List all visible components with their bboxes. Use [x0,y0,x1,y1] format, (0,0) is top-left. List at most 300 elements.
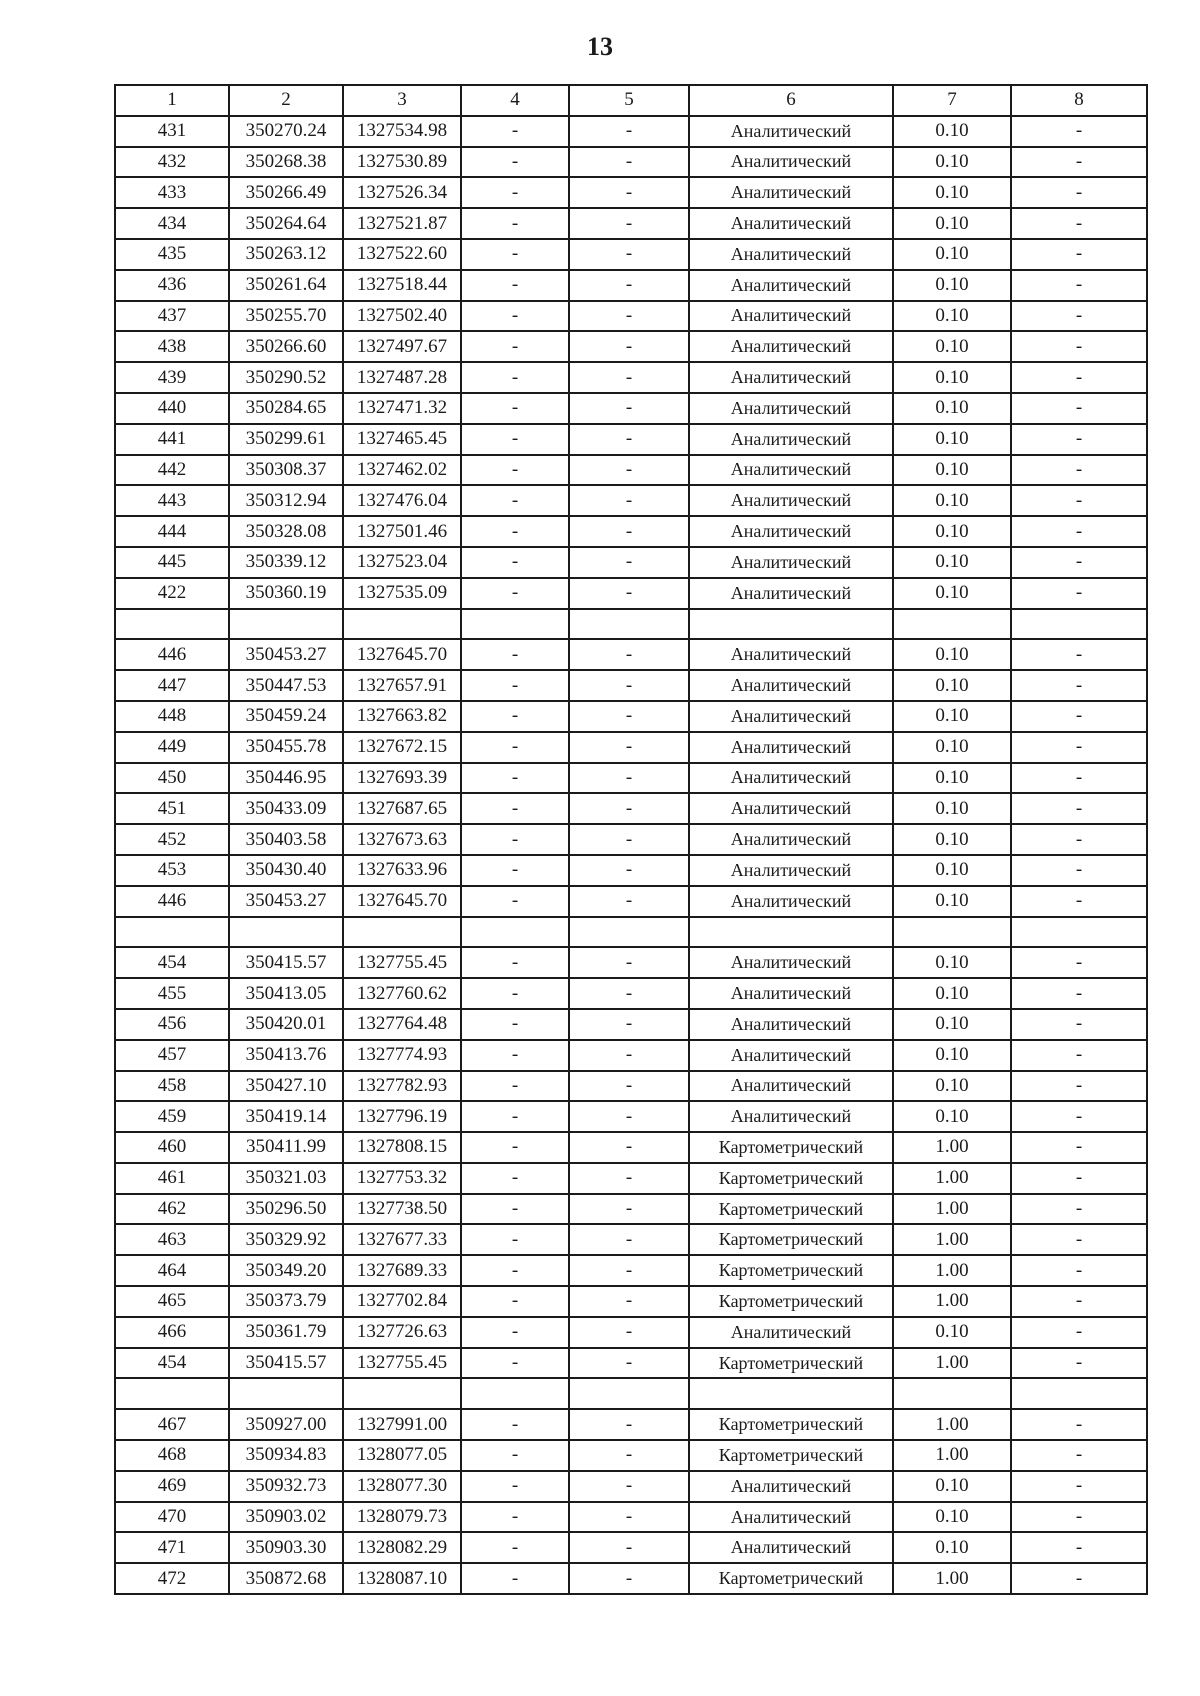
table-cell-col-4: - [461,1255,569,1286]
table-cell-col-2: 350934.83 [229,1440,343,1471]
coordinates-table [114,84,1148,1595]
table-cell-col-1: 472 [115,1563,229,1594]
table-cell-col-2: 350349.20 [229,1255,343,1286]
table-cell-col-8: - [1011,1224,1147,1255]
table-cell-col-5 [569,609,689,640]
table-cell-col-3: 1327677.33 [343,1224,461,1255]
column-header-2: 2 [229,85,343,116]
table-cell-col-6: Аналитический [689,793,893,824]
table-cell-col-5: - [569,116,689,147]
table-cell-col-1: 462 [115,1194,229,1225]
table-row [115,547,1147,578]
table-cell-col-5: - [569,1255,689,1286]
table-cell-col-1: 437 [115,301,229,332]
table-row [115,1224,1147,1255]
table-cell-col-1: 455 [115,978,229,1009]
table-cell-col-4: - [461,1040,569,1071]
table-cell-col-3: 1327522.60 [343,239,461,270]
table-cell-col-2: 350420.01 [229,1009,343,1040]
table-row [115,177,1147,208]
table-cell-col-8: - [1011,485,1147,516]
table-cell-col-4: - [461,1563,569,1594]
table-cell-col-5: - [569,455,689,486]
table-cell-col-3: 1327738.50 [343,1194,461,1225]
table-cell-col-6: Аналитический [689,732,893,763]
table-cell-col-5: - [569,547,689,578]
table-cell-col-8: - [1011,670,1147,701]
table-cell-col-3: 1328077.30 [343,1471,461,1502]
table-cell-col-1: 456 [115,1009,229,1040]
table-cell-col-1: 431 [115,116,229,147]
table-cell-col-6: Аналитический [689,1040,893,1071]
column-header-3: 3 [343,85,461,116]
table-cell-col-4: - [461,793,569,824]
table-cell-col-4: - [461,1163,569,1194]
table-cell-col-6: Аналитический [689,855,893,886]
table-cell-col-1: 434 [115,208,229,239]
table-row [115,1163,1147,1194]
table-cell-col-7: 0.10 [893,455,1011,486]
table-cell-col-2: 350430.40 [229,855,343,886]
table-cell-col-4: - [461,455,569,486]
table-cell-col-3: 1327497.67 [343,331,461,362]
table-cell-col-8: - [1011,1071,1147,1102]
table-cell-col-6: Аналитический [689,1101,893,1132]
table-cell-col-7: 0.10 [893,362,1011,393]
table-cell-col-7: 0.10 [893,301,1011,332]
table-cell-col-5: - [569,701,689,732]
table-cell-col-3: 1327633.96 [343,855,461,886]
table-cell-col-8: - [1011,1009,1147,1040]
table-cell-col-5: - [569,947,689,978]
table-cell-col-6: Аналитический [689,455,893,486]
table-cell-col-5: - [569,1224,689,1255]
table-row [115,516,1147,547]
table-cell-col-2 [229,1378,343,1409]
table-cell-col-3: 1327672.15 [343,732,461,763]
table-cell-col-6: Картометрический [689,1409,893,1440]
table-cell-col-4: - [461,1317,569,1348]
table-cell-col-7: 0.10 [893,855,1011,886]
table-cell-col-8: - [1011,1255,1147,1286]
table-cell-col-2: 350360.19 [229,578,343,609]
table-cell-col-2: 350459.24 [229,701,343,732]
table-cell-col-6: Аналитический [689,270,893,301]
table-cell-col-2: 350427.10 [229,1071,343,1102]
separator-row [115,917,1147,948]
table-cell-col-7: 0.10 [893,147,1011,178]
table-cell-col-2: 350419.14 [229,1101,343,1132]
table-cell-col-3: 1327535.09 [343,578,461,609]
table-cell-col-6: Аналитический [689,1532,893,1563]
table-cell-col-1: 460 [115,1132,229,1163]
table-cell-col-2: 350266.49 [229,177,343,208]
column-header-7: 7 [893,85,1011,116]
table-cell-col-5: - [569,1194,689,1225]
table-row [115,578,1147,609]
table-cell-col-4: - [461,1471,569,1502]
table-cell-col-1: 440 [115,393,229,424]
table-cell-col-2: 350433.09 [229,793,343,824]
table-cell-col-6: Картометрический [689,1348,893,1379]
separator-row [115,609,1147,640]
table-cell-col-8: - [1011,516,1147,547]
table-row [115,362,1147,393]
table-cell-col-7: 1.00 [893,1132,1011,1163]
table-row [115,331,1147,362]
table-cell-col-7: 1.00 [893,1563,1011,1594]
table-cell-col-6: Аналитический [689,547,893,578]
table-cell-col-1: 441 [115,424,229,455]
table-cell-col-4: - [461,978,569,1009]
table-cell-col-3: 1327645.70 [343,639,461,670]
table-cell-col-6: Аналитический [689,393,893,424]
table-cell-col-5 [569,1378,689,1409]
table-cell-col-2: 350455.78 [229,732,343,763]
column-header-8: 8 [1011,85,1147,116]
table-cell-col-1: 463 [115,1224,229,1255]
table-cell-col-3: 1328082.29 [343,1532,461,1563]
table-cell-col-4: - [461,855,569,886]
table-cell-col-5: - [569,1163,689,1194]
table-cell-col-3: 1327663.82 [343,701,461,732]
table-cell-col-4: - [461,1132,569,1163]
table-cell-col-2: 350415.57 [229,947,343,978]
table-cell-col-6 [689,1378,893,1409]
table-body [115,116,1147,1594]
table-cell-col-2: 350290.52 [229,362,343,393]
page-number: 13 [587,32,613,61]
table-cell-col-3 [343,1378,461,1409]
table-row [115,639,1147,670]
table-row [115,1532,1147,1563]
table-cell-col-1: 452 [115,824,229,855]
table-cell-col-8: - [1011,1194,1147,1225]
table-cell-col-5: - [569,578,689,609]
table-cell-col-1: 458 [115,1071,229,1102]
table-cell-col-5: - [569,1348,689,1379]
table-cell-col-3: 1327760.62 [343,978,461,1009]
table-cell-col-7: 0.10 [893,1317,1011,1348]
table-cell-col-7: 0.10 [893,208,1011,239]
table-row [115,1009,1147,1040]
table-cell-col-4: - [461,147,569,178]
table-cell-col-2: 350284.65 [229,393,343,424]
table-cell-col-5: - [569,239,689,270]
table-cell-col-4 [461,1378,569,1409]
table-cell-col-3: 1327689.33 [343,1255,461,1286]
table-cell-col-3: 1327462.02 [343,455,461,486]
table-cell-col-5: - [569,978,689,1009]
table-cell-col-8 [1011,1378,1147,1409]
table-cell-col-7: 0.10 [893,116,1011,147]
table-cell-col-3 [343,609,461,640]
table-cell-col-7: 0.10 [893,1471,1011,1502]
table-cell-col-7: 0.10 [893,331,1011,362]
table-cell-col-1: 470 [115,1502,229,1533]
table-row [115,424,1147,455]
table-cell-col-8: - [1011,1471,1147,1502]
table-cell-col-4: - [461,516,569,547]
table-cell-col-3: 1327521.87 [343,208,461,239]
table-cell-col-7: 0.10 [893,1009,1011,1040]
table-cell-col-5: - [569,1040,689,1071]
table-row [115,1409,1147,1440]
table-cell-col-4 [461,917,569,948]
table-cell-col-8 [1011,609,1147,640]
table-cell-col-6: Картометрический [689,1163,893,1194]
table-cell-col-4: - [461,485,569,516]
table-cell-col-8: - [1011,393,1147,424]
table-cell-col-2: 350308.37 [229,455,343,486]
table-cell-col-8: - [1011,270,1147,301]
table-cell-col-7 [893,1378,1011,1409]
table-cell-col-4: - [461,270,569,301]
table-cell-col-7: 0.10 [893,1101,1011,1132]
table-cell-col-5: - [569,362,689,393]
table-row [115,393,1147,424]
table-cell-col-1: 449 [115,732,229,763]
table-cell-col-2: 350268.38 [229,147,343,178]
table-cell-col-3 [343,917,461,948]
table-cell-col-8: - [1011,362,1147,393]
table-cell-col-1: 450 [115,763,229,794]
table-cell-col-4: - [461,362,569,393]
table-cell-col-1: 447 [115,670,229,701]
table-cell-col-1: 446 [115,886,229,917]
table-cell-col-1: 466 [115,1317,229,1348]
table-cell-col-5 [569,917,689,948]
table-cell-col-3: 1327465.45 [343,424,461,455]
table-cell-col-6: Картометрический [689,1440,893,1471]
table-cell-col-3: 1327755.45 [343,947,461,978]
table-cell-col-8: - [1011,824,1147,855]
table-cell-col-2: 350328.08 [229,516,343,547]
table-row [115,1440,1147,1471]
table-cell-col-3: 1327726.63 [343,1317,461,1348]
table-row [115,147,1147,178]
table-cell-col-2: 350373.79 [229,1286,343,1317]
table-cell-col-7: 0.10 [893,793,1011,824]
table-cell-col-6: Аналитический [689,208,893,239]
table-cell-col-5: - [569,793,689,824]
table-cell-col-4: - [461,947,569,978]
table-cell-col-6: Аналитический [689,578,893,609]
table-cell-col-2: 350872.68 [229,1563,343,1594]
table-cell-col-1 [115,609,229,640]
table-row [115,855,1147,886]
column-header-6: 6 [689,85,893,116]
table-cell-col-5: - [569,516,689,547]
table-cell-col-1: 465 [115,1286,229,1317]
table-cell-col-2: 350413.05 [229,978,343,1009]
table-cell-col-6: Аналитический [689,147,893,178]
table-cell-col-1 [115,1378,229,1409]
table-cell-col-8: - [1011,886,1147,917]
table-cell-col-3: 1328087.10 [343,1563,461,1594]
table-cell-col-6: Аналитический [689,362,893,393]
table-row [115,485,1147,516]
table-cell-col-3: 1327753.32 [343,1163,461,1194]
table-cell-col-4: - [461,1286,569,1317]
table-cell-col-6: Аналитический [689,886,893,917]
table-cell-col-4: - [461,1532,569,1563]
table-row [115,670,1147,701]
table-cell-col-8: - [1011,639,1147,670]
table-cell-col-1: 433 [115,177,229,208]
table-cell-col-1: 439 [115,362,229,393]
table-cell-col-4: - [461,547,569,578]
table-cell-col-1: 445 [115,547,229,578]
table-cell-col-7 [893,609,1011,640]
table-cell-col-8: - [1011,301,1147,332]
table-cell-col-8: - [1011,1101,1147,1132]
table-cell-col-8: - [1011,947,1147,978]
table-cell-col-6: Аналитический [689,978,893,1009]
table-cell-col-3: 1327471.32 [343,393,461,424]
table-cell-col-2: 350413.76 [229,1040,343,1071]
table-cell-col-1: 444 [115,516,229,547]
table-cell-col-6 [689,917,893,948]
table-cell-col-2: 350927.00 [229,1409,343,1440]
table-cell-col-8: - [1011,1409,1147,1440]
table-cell-col-3: 1327534.98 [343,116,461,147]
table-cell-col-7: 1.00 [893,1163,1011,1194]
table-row [115,455,1147,486]
table-cell-col-3: 1328077.05 [343,1440,461,1471]
table-cell-col-5: - [569,1502,689,1533]
table-cell-col-7: 0.10 [893,393,1011,424]
table-cell-col-8: - [1011,424,1147,455]
table-cell-col-1: 469 [115,1471,229,1502]
table-row [115,1563,1147,1594]
table-cell-col-6: Картометрический [689,1286,893,1317]
table-cell-col-7: 0.10 [893,1040,1011,1071]
table-cell-col-2: 350329.92 [229,1224,343,1255]
table-cell-col-2: 350361.79 [229,1317,343,1348]
table-cell-col-6: Аналитический [689,516,893,547]
table-row [115,1132,1147,1163]
table-cell-col-3: 1327755.45 [343,1348,461,1379]
table-cell-col-8 [1011,917,1147,948]
table-cell-col-6 [689,609,893,640]
table-cell-col-4: - [461,1224,569,1255]
table-cell-col-7: 0.10 [893,1071,1011,1102]
table-cell-col-4: - [461,824,569,855]
table-cell-col-5: - [569,147,689,178]
table-cell-col-3: 1327693.39 [343,763,461,794]
table-cell-col-4: - [461,670,569,701]
table-cell-col-1: 422 [115,578,229,609]
table-cell-col-8: - [1011,1132,1147,1163]
table-cell-col-4: - [461,1502,569,1533]
table-cell-col-7: 1.00 [893,1255,1011,1286]
table-cell-col-7: 0.10 [893,701,1011,732]
table-cell-col-7: 0.10 [893,424,1011,455]
table-cell-col-1: 468 [115,1440,229,1471]
table-cell-col-6: Аналитический [689,701,893,732]
table-cell-col-5: - [569,1286,689,1317]
table-cell-col-3: 1327991.00 [343,1409,461,1440]
table-cell-col-3: 1327657.91 [343,670,461,701]
table-cell-col-8: - [1011,147,1147,178]
table-cell-col-2: 350932.73 [229,1471,343,1502]
table-cell-col-8: - [1011,1040,1147,1071]
table-cell-col-8: - [1011,793,1147,824]
table-cell-col-7: 0.10 [893,763,1011,794]
table-cell-col-5: - [569,1440,689,1471]
table-cell-col-6: Картометрический [689,1563,893,1594]
table-row [115,1040,1147,1071]
table-row [115,1317,1147,1348]
table-row [115,1348,1147,1379]
table-cell-col-5: - [569,177,689,208]
table-cell-col-7: 1.00 [893,1286,1011,1317]
table-cell-col-6: Картометрический [689,1224,893,1255]
table-cell-col-6: Аналитический [689,301,893,332]
table-row [115,763,1147,794]
table-cell-col-8: - [1011,177,1147,208]
table-cell-col-3: 1327487.28 [343,362,461,393]
table-cell-col-5: - [569,886,689,917]
table-cell-col-5: - [569,1101,689,1132]
separator-row [115,1378,1147,1409]
table-cell-col-6: Аналитический [689,947,893,978]
table-cell-col-8: - [1011,1163,1147,1194]
table-cell-col-2: 350453.27 [229,639,343,670]
table-cell-col-5: - [569,670,689,701]
table-cell-col-6: Аналитический [689,1071,893,1102]
table-cell-col-1: 438 [115,331,229,362]
table-cell-col-7: 1.00 [893,1440,1011,1471]
table-cell-col-4: - [461,1101,569,1132]
table-cell-col-5: - [569,824,689,855]
table-cell-col-8: - [1011,455,1147,486]
table-cell-col-1 [115,917,229,948]
table-cell-col-7: 0.10 [893,177,1011,208]
table-row [115,301,1147,332]
table-cell-col-4: - [461,177,569,208]
table-cell-col-8: - [1011,978,1147,1009]
table-cell-col-7: 0.10 [893,886,1011,917]
table-cell-col-2: 350321.03 [229,1163,343,1194]
table-cell-col-1: 443 [115,485,229,516]
table-cell-col-7: 0.10 [893,670,1011,701]
table-cell-col-5: - [569,331,689,362]
table-cell-col-2 [229,609,343,640]
table-cell-col-8: - [1011,239,1147,270]
table-row [115,701,1147,732]
table-cell-col-3: 1327687.65 [343,793,461,824]
table-cell-col-2: 350299.61 [229,424,343,455]
table-cell-col-2: 350270.24 [229,116,343,147]
table-cell-col-8: - [1011,547,1147,578]
table-row [115,116,1147,147]
table-cell-col-2: 350255.70 [229,301,343,332]
table-cell-col-7: 0.10 [893,824,1011,855]
table-cell-col-8: - [1011,331,1147,362]
table-cell-col-7: 1.00 [893,1348,1011,1379]
table-cell-col-7: 0.10 [893,547,1011,578]
table-cell-col-8: - [1011,1532,1147,1563]
table-cell-col-6: Аналитический [689,824,893,855]
table-cell-col-6: Картометрический [689,1255,893,1286]
table-cell-col-6: Аналитический [689,177,893,208]
table-cell-col-3: 1327796.19 [343,1101,461,1132]
table-cell-col-4: - [461,1440,569,1471]
table-cell-col-2: 350453.27 [229,886,343,917]
table-cell-col-4: - [461,331,569,362]
